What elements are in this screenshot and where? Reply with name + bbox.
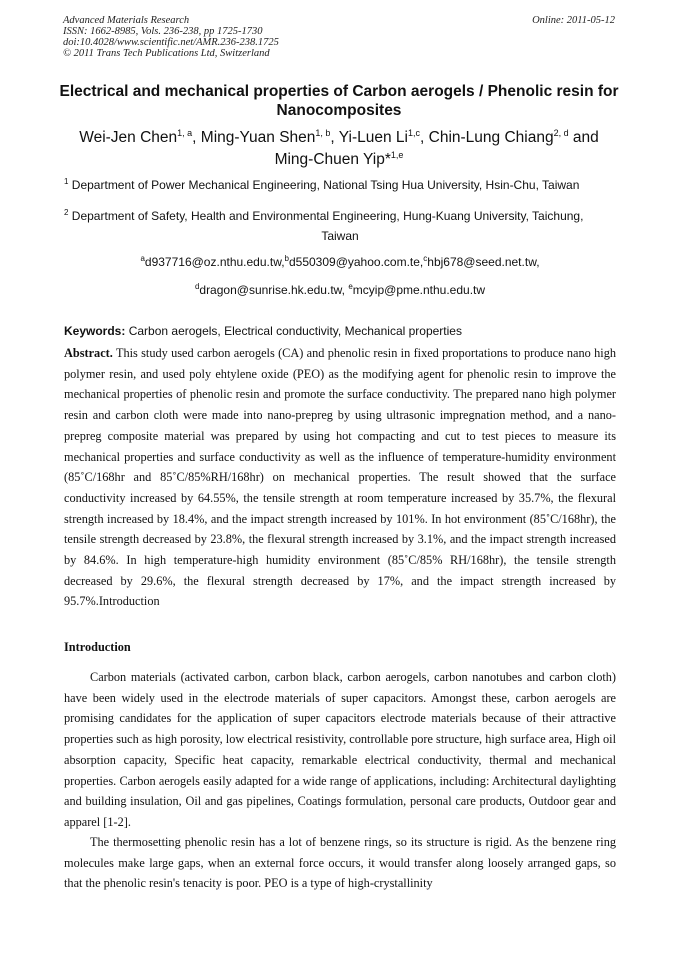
- doi-line: doi:10.4028/www.scientific.net/AMR.236-238.1725: [63, 37, 279, 48]
- running-header: [63, 15, 615, 59]
- affiliation-text: Department of Safety, Health and Environmental Engineering, Hung-Kuang University, Taichung,: [71, 209, 584, 223]
- keywords-text: Carbon aerogels, Electrical conductivity, Mechanical properties: [128, 324, 462, 338]
- abstract-label: Abstract.: [64, 346, 113, 360]
- section-heading-introduction: Introduction: [64, 640, 131, 654]
- author-name: Ming-Chuen Yip*: [274, 151, 391, 168]
- author-separator: ,: [420, 129, 429, 146]
- email-c[interactable]: hbj678@seed.net.tw,: [427, 255, 540, 269]
- copyright-line: © 2011 Trans Tech Publications Ltd, Switzerland: [63, 48, 270, 59]
- author-name: Wei-Jen Chen: [79, 129, 178, 146]
- email-a[interactable]: d937716@oz.nthu.edu.tw,: [144, 255, 285, 269]
- affiliation-number: 1: [64, 177, 69, 186]
- author-name: Ming-Yuan Shen: [200, 129, 316, 146]
- affiliation-1: [64, 178, 616, 192]
- paper-title: Electrical and mechanical properties of Carbon aerogels / Phenolic resin for Nanocomposites: [59, 83, 619, 119]
- affiliation-number: 2: [64, 208, 69, 217]
- author-and: and: [568, 129, 599, 146]
- journal-name: Advanced Materials Research: [63, 15, 190, 26]
- issn-line: ISSN: 1662-8985, Vols. 236-238, pp 1725-1730: [63, 26, 263, 37]
- keywords-label: Keywords:: [64, 324, 126, 338]
- email-line-2: $^d$dragon@sunrise.hk.edu.tw, $^e$mcyip@pme.nthu.edu.tw: [194, 282, 486, 297]
- author-affiliation-mark: 1, a: [177, 127, 193, 138]
- online-date: Online: 2011-05-12: [532, 15, 615, 26]
- email-line-1: $^a$d937716@oz.nthu.edu.tw,$^b$d550309@yahoo.com.te,$^c$hbj678@seed.net.tw,: [140, 254, 540, 269]
- intro-paragraph-2: The thermosetting phenolic resin has a lot of benzene rings, so its structure is rigid. As the benzene ring molecules make large gaps, when an external force occurs, it would transfer along loosely arranged gaps, so that the phenolic resin's tenacity is poor. PEO is a type of high-crystallinity: [64, 835, 616, 891]
- abstract-text: This study used carbon aerogels (CA) and phenolic resin in fixed proportations to produce nano high polymer resin, and used poly ehtylene oxide (PEO) as the modifying agent for phenolic resin to improve the mechanical properties of phenolic resin and promote the surface conductivity. The prepared nano high polymer resin and carbon cloth were made into nano-prepreg by using ultrasonic impregnation method, and a nano-prepreg composite material was prepared by using hot compacting and cut to test pieces to measure its mechanical properties and surface conductivity as well as the influence of temperature-humidity environment (85˚C/168hr and 85˚C/85%RH/168hr) on mechanical properties. The result showed that the surface conductivity increased by 64.55%, the tensile strength at room temperature increased by 35.7%, the flexural strength increased by 18.4%, and the impact strength increased by 101%. In hot environment (85˚C/168hr), the tensile strength decreased by 23.8%, the flexural strength increased by 3.1%, and the impact strength increased by 84.6%. In high temperature-high humidity environment (85˚C/85% RH/168hr), the tensile strength decreased by 29.6%, the flexural strength decreased by 17%, and the impact strength increased by 95.7%.Introduction: [64, 346, 616, 609]
- intro-paragraph-1: Carbon materials (activated carbon, carbon black, carbon aerogels, carbon nanotubes and carbon cloth) have been widely used in the electrode materials of super capacitors. Amongst these, carbon aerogels are promising candidates for the application of super capacitors electrode materials because of their attractive properties such as high porosity, low electrical resistivity, controllable pore structure, high surface area, High oil absorption capacity, Specific heat capacity, remarkable electrical conductivity, thermal and mechanical properties. Carbon aerogels easily adapted for a wide range of applications, including: Architectural daylighting and building insulation, Oil and gas pipelines, Coatings formulation, personal care products, Outdoor gear and apparel [1-2].: [64, 670, 616, 829]
- author-affiliation-mark: 1, b: [315, 127, 331, 138]
- author-separator: ,: [192, 129, 201, 146]
- author-separator: ,: [330, 129, 339, 146]
- affiliation-text-cont: Taiwan: [321, 229, 359, 243]
- keywords: [64, 324, 616, 338]
- author-affiliation-mark: 1,c: [408, 127, 421, 138]
- author-affiliation-mark: 1,e: [390, 149, 404, 160]
- affiliation-text: Department of Power Mechanical Engineering, National Tsing Hua University, Hsin-Chu, Taiwan: [71, 178, 580, 192]
- abstract: [64, 343, 616, 612]
- email-d[interactable]: dragon@sunrise.hk.edu.tw,: [199, 283, 345, 297]
- author-affiliation-mark: 2, d: [553, 127, 569, 138]
- affiliation-2: [64, 206, 616, 246]
- email-e[interactable]: mcyip@pme.nthu.edu.tw: [352, 283, 486, 297]
- author-name: Yi-Luen Li: [338, 129, 408, 146]
- author-list: [40, 127, 638, 171]
- author-name: Chin-Lung Chiang: [428, 129, 554, 146]
- email-b[interactable]: d550309@yahoo.com.te,: [288, 255, 424, 269]
